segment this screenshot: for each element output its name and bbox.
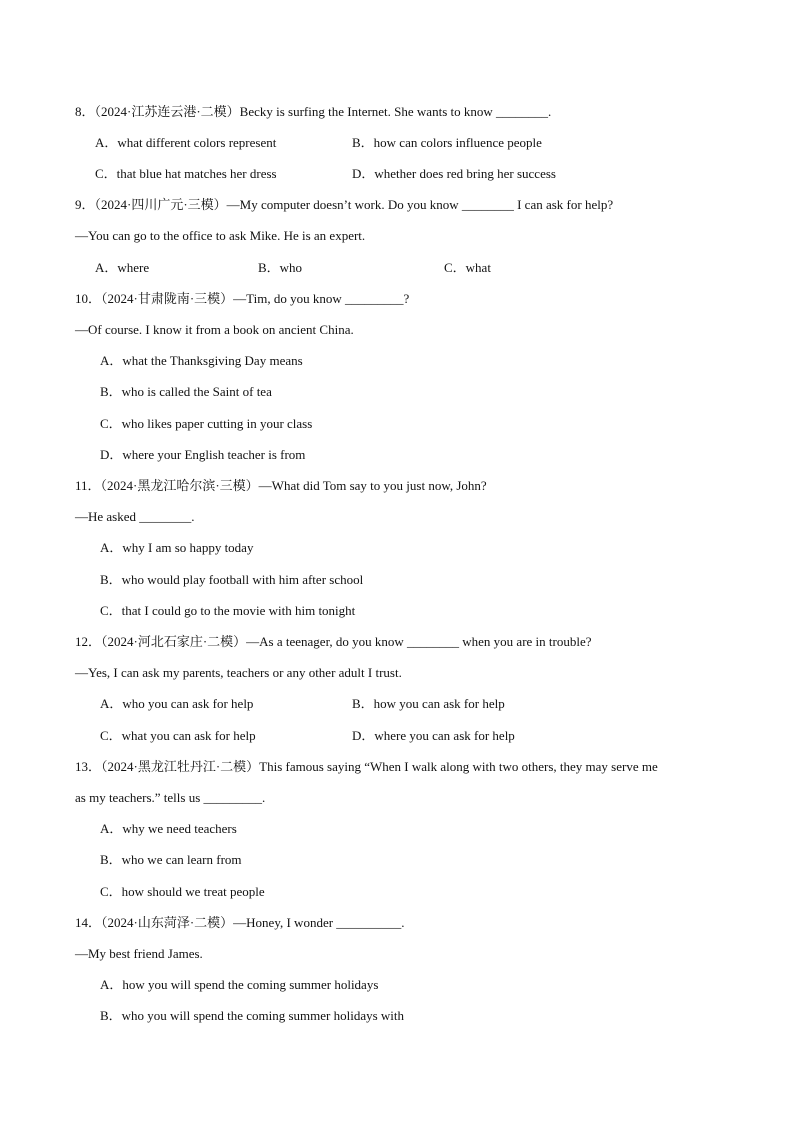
question-9-reply: —You can go to the office to ask Mike. He is an expert. xyxy=(75,228,366,243)
question-13-stem: 13．（2024·黑龙江牡丹江·二模）This famous saying “When I walk along with two others, they may serve me xyxy=(75,759,658,774)
question-8-option-b: B．how can colors influence people xyxy=(352,135,542,150)
question-10-option-a: A．what the Thanksgiving Day means xyxy=(100,353,303,368)
question-11-option-c: C．that I could go to the movie with him tonight xyxy=(100,603,356,618)
question-12-option-d: D．where you can ask for help xyxy=(352,728,515,743)
question-13-option-a: A．why we need teachers xyxy=(100,821,237,836)
question-8-option-c: C．that blue hat matches her dress xyxy=(95,166,277,181)
question-9-option-b: B．who xyxy=(258,260,303,275)
question-10-option-d: D．where your English teacher is from xyxy=(100,447,306,462)
question-14-stem: 14．（2024·山东菏泽·二模）—Honey, I wonder __________. xyxy=(75,915,405,930)
question-8-stem: 8．（2024·江苏连云港·二模）Becky is surfing the Internet. She wants to know ________. xyxy=(75,104,552,119)
question-12-option-a: A．who you can ask for help xyxy=(100,696,254,711)
question-10-stem: 10．（2024·甘肃陇南·三模）—Tim, do you know _________? xyxy=(75,291,410,306)
question-10-reply: —Of course. I know it from a book on ancient China. xyxy=(75,322,354,337)
question-12-reply: —Yes, I can ask my parents, teachers or any other adult I trust. xyxy=(75,665,402,680)
question-13-stem-continued: as my teachers.” tells us _________. xyxy=(75,790,266,805)
question-12-option-b: B．how you can ask for help xyxy=(352,696,505,711)
question-13-option-b: B．who we can learn from xyxy=(100,852,242,867)
question-9-stem: 9．（2024·四川广元·三模）—My computer doesn’t work. Do you know ________ I can ask for help? xyxy=(75,197,614,212)
question-8-option-a: A．what different colors represent xyxy=(95,135,277,150)
question-12-option-c: C．what you can ask for help xyxy=(100,728,256,743)
question-8-option-d: D．whether does red bring her success xyxy=(352,166,556,181)
question-10-option-b: B．who is called the Saint of tea xyxy=(100,384,272,399)
question-9-option-c: C．what xyxy=(444,260,491,275)
question-12-stem: 12．（2024·河北石家庄·二模）—As a teenager, do you know ________ when you are in trouble? xyxy=(75,634,592,649)
question-14-option-b: B．who you will spend the coming summer holidays with xyxy=(100,1008,405,1023)
question-10-option-c: C．who likes paper cutting in your class xyxy=(100,416,313,431)
question-9-option-a: A．where xyxy=(95,260,150,275)
question-13-option-c: C．how should we treat people xyxy=(100,884,265,899)
question-11-option-b: B．who would play football with him after school xyxy=(100,572,364,587)
question-14-option-a: A．how you will spend the coming summer holidays xyxy=(100,977,379,992)
question-14-reply: —My best friend James. xyxy=(75,946,203,961)
question-11-reply: —He asked ________. xyxy=(75,509,195,524)
question-11-stem: 11．（2024·黑龙江哈尔滨·三模）—What did Tom say to you just now, John? xyxy=(75,478,487,493)
question-11-option-a: A．why I am so happy today xyxy=(100,540,254,555)
